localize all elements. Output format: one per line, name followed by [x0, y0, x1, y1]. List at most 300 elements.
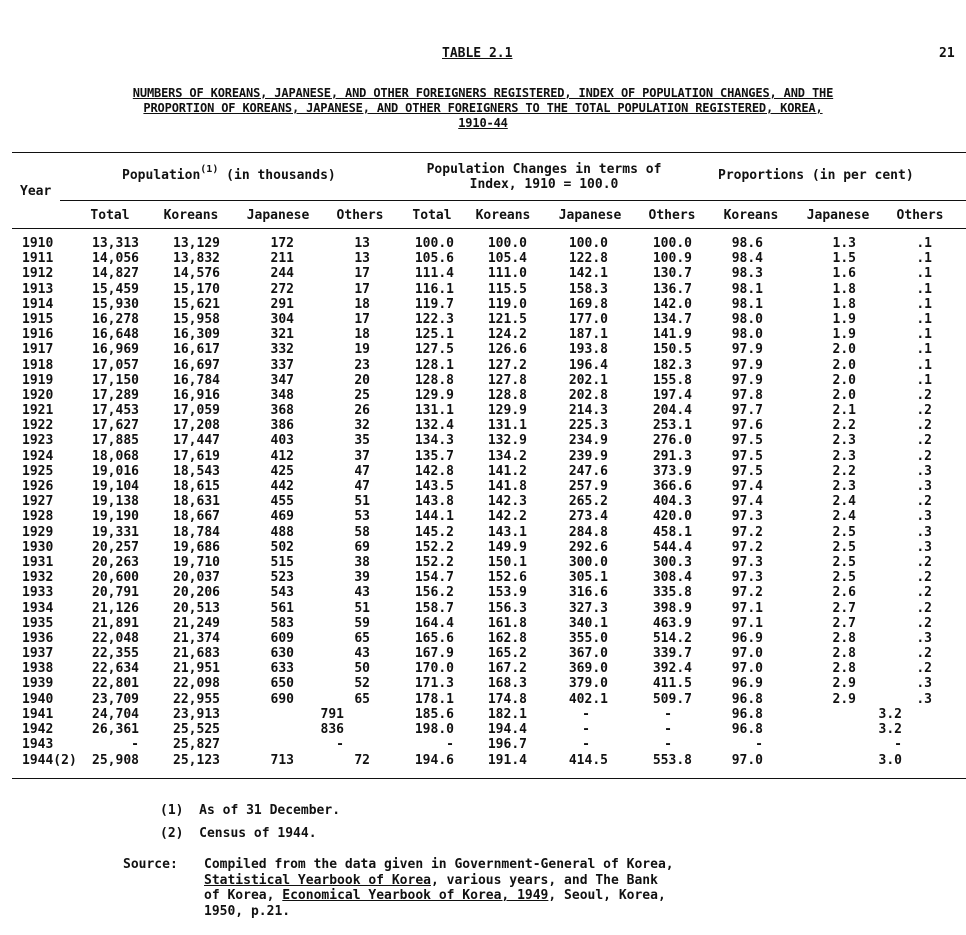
cell-year: 1930 [22, 539, 54, 555]
cell-idx-koreans: 161.8 [487, 615, 527, 631]
cell-idx-total: 143.5 [414, 479, 454, 494]
table-row [0, 358, 966, 373]
cell-idx-koreans: 194.4 [487, 722, 527, 737]
cell-prop-japanese: 2.2 [832, 418, 856, 434]
cell-year: 1912 [22, 266, 54, 282]
cell-prop-japanese: 1.8 [832, 281, 856, 297]
cell-pop-japanese: 583 [270, 615, 294, 631]
cell-idx-japanese: - [582, 737, 590, 753]
cell-year: 1923 [22, 433, 54, 449]
cell-prop-others: .1 [916, 281, 932, 297]
cell-pop-others: 59 [354, 615, 370, 631]
cell-idx-japanese: 234.9 [568, 433, 608, 449]
cell-pop-others: 58 [354, 524, 370, 540]
col-header-idx-total: Total [412, 208, 452, 223]
cell-pop-others: 38 [354, 554, 370, 570]
cell-prop-others: .3 [916, 509, 932, 525]
cell-pop-total: 21,891 [92, 615, 139, 631]
cell-idx-japanese: 193.8 [568, 342, 608, 358]
cell-prop-japanese: 2.1 [832, 403, 856, 419]
cell-idx-others: - [664, 722, 672, 737]
cell-idx-others: - [664, 706, 672, 722]
cell-idx-koreans: 174.8 [487, 691, 527, 707]
cell-pop-others: 69 [354, 539, 370, 555]
cell-idx-koreans: 124.2 [487, 327, 527, 343]
cell-pop-others: 13 [354, 236, 370, 251]
cell-prop-others: .2 [916, 600, 932, 616]
cell-pop-japanese: 332 [270, 342, 294, 358]
table-row [0, 266, 966, 281]
cell-pop-total: 17,627 [92, 418, 139, 434]
cell-prop-koreans: 98.0 [731, 327, 763, 343]
cell-idx-others: 150.5 [652, 342, 692, 358]
cell-idx-total: 143.8 [414, 494, 454, 510]
cell-idx-others: 300.3 [652, 554, 692, 570]
cell-idx-koreans: 196.7 [487, 737, 527, 753]
cell-pop-others: 53 [354, 509, 370, 525]
cell-pop-koreans: 19,686 [173, 539, 220, 555]
cell-year: 1941 [22, 706, 54, 722]
cell-idx-koreans: 111.0 [487, 266, 527, 282]
cell-pop-koreans: 25,123 [173, 753, 220, 769]
cell-pop-koreans: 20,037 [173, 570, 220, 586]
cell-idx-japanese: 369.0 [568, 661, 608, 677]
cell-idx-others: 130.7 [652, 266, 692, 282]
cell-year: 1916 [22, 327, 54, 343]
cell-prop-japanese: 2.3 [832, 479, 856, 494]
table-row [0, 403, 966, 418]
cell-pop-japanese: 272 [270, 281, 294, 297]
cell-prop-others: .3 [916, 539, 932, 555]
cell-idx-koreans: 127.2 [487, 357, 527, 373]
cell-prop-japanese: 1.9 [832, 327, 856, 343]
cell-pop-total: 15,930 [92, 296, 139, 312]
cell-pop-others: 43 [354, 585, 370, 601]
source-text: Compiled from the data given in Government-General of Korea, Statistical Yearbook of Korea, various years, and The Bank of Korea, Economical Yearbook of Korea, 1949, Seoul, Korea, 1950, p.21. [204, 857, 674, 919]
cell-idx-koreans: 168.3 [487, 676, 527, 692]
cell-prop-others: .2 [916, 494, 932, 510]
cell-idx-others: 458.1 [652, 524, 692, 540]
cell-pop-koreans: 18,667 [173, 509, 220, 525]
cell-pop-total: 19,104 [92, 479, 139, 494]
cell-prop-others: .1 [916, 372, 932, 388]
cell-idx-japanese: 305.1 [568, 570, 608, 586]
cell-pop-koreans: 19,710 [173, 554, 220, 570]
cell-pop-japanese: 172 [270, 236, 294, 251]
cell-prop-japanese: 2.0 [832, 387, 856, 403]
cell-idx-others: 182.3 [652, 357, 692, 373]
cell-pop-others: 39 [354, 570, 370, 586]
cell-idx-japanese: 355.0 [568, 630, 608, 646]
cell-idx-koreans: 156.3 [487, 600, 527, 616]
cell-prop-koreans: 97.0 [731, 646, 763, 662]
cell-idx-total: 185.6 [414, 706, 454, 722]
cell-prop-japanese: 2.5 [832, 554, 856, 570]
cell-idx-total: 144.1 [414, 509, 454, 525]
cell-idx-japanese: 247.6 [568, 463, 608, 479]
cell-idx-total: 167.9 [414, 646, 454, 662]
cell-pop-japanese: 386 [270, 418, 294, 434]
cell-pop-total: 24,704 [92, 706, 139, 722]
cell-year: 1922 [22, 418, 54, 434]
cell-pop-koreans: 21,951 [173, 661, 220, 677]
cell-pop-total: 22,634 [92, 661, 139, 677]
cell-prop-others: .3 [916, 479, 932, 494]
cell-pop-japanese: 543 [270, 585, 294, 601]
cell-prop-koreans: 96.8 [731, 691, 763, 707]
cell-year: 1940 [22, 691, 54, 707]
cell-pop-koreans: 17,619 [173, 448, 220, 464]
cell-pop-others: 18 [354, 296, 370, 312]
cell-prop-koreans: 98.6 [731, 236, 763, 251]
cell-year: 1913 [22, 281, 54, 297]
cell-prop-japanese-others: 3.2 [878, 722, 902, 737]
cell-idx-others: 308.4 [652, 570, 692, 586]
cell-pop-koreans: 25,827 [173, 737, 220, 753]
cell-pop-koreans: 17,447 [173, 433, 220, 449]
cell-idx-total: 135.7 [414, 448, 454, 464]
cell-idx-koreans: 141.8 [487, 479, 527, 494]
cell-pop-total: 13,313 [92, 236, 139, 251]
cell-prop-koreans: 97.3 [731, 570, 763, 586]
cell-idx-koreans: 165.2 [487, 646, 527, 662]
table-row [0, 753, 966, 768]
cell-idx-total: 105.6 [414, 251, 454, 267]
cell-idx-total: 127.5 [414, 342, 454, 358]
table-title-line-1: NUMBERS OF KOREANS, JAPANESE, AND OTHER FOREIGNERS REGISTERED, INDEX OF POPULATION CHANGES, AND THE [132, 86, 834, 100]
cell-idx-others: 100.0 [652, 236, 692, 251]
table-row [0, 388, 966, 403]
cell-pop-japanese: 515 [270, 554, 294, 570]
source-title-statistical-yearbook: Statistical Yearbook of Korea [204, 872, 431, 888]
cell-prop-japanese-others: 3.2 [878, 706, 902, 722]
cell-idx-japanese: 225.3 [568, 418, 608, 434]
cell-idx-others: 411.5 [652, 676, 692, 692]
cell-idx-koreans: 119.0 [487, 296, 527, 312]
cell-pop-total: 20,263 [92, 554, 139, 570]
cell-idx-koreans: 182.1 [487, 706, 527, 722]
cell-prop-japanese: 2.0 [832, 357, 856, 373]
cell-idx-others: 100.9 [652, 251, 692, 267]
cell-prop-others: .3 [916, 630, 932, 646]
cell-prop-others: .3 [916, 524, 932, 540]
cell-idx-others: 553.8 [652, 753, 692, 769]
cell-prop-japanese: 2.8 [832, 661, 856, 677]
cell-year: 1918 [22, 357, 54, 373]
cell-prop-koreans: 98.1 [731, 296, 763, 312]
cell-year: 1910 [22, 236, 54, 251]
cell-pop-total: 16,278 [92, 311, 139, 327]
cell-pop-japanese: 630 [270, 646, 294, 662]
cell-prop-koreans: 97.5 [731, 433, 763, 449]
col-header-prop-koreans: Koreans [723, 208, 779, 223]
cell-pop-japanese-others: 836 [320, 722, 344, 737]
table-row [0, 601, 966, 616]
cell-prop-koreans: 96.9 [731, 630, 763, 646]
cell-prop-others: .1 [916, 251, 932, 267]
cell-idx-others: 155.8 [652, 372, 692, 388]
table-row [0, 464, 966, 479]
cell-pop-others: 17 [354, 266, 370, 282]
table-row [0, 327, 966, 342]
cell-prop-others: .1 [916, 311, 932, 327]
cell-idx-koreans: 131.1 [487, 418, 527, 434]
cell-prop-koreans: 97.4 [731, 494, 763, 510]
cell-pop-others: 47 [354, 479, 370, 494]
cell-year: 1936 [22, 630, 54, 646]
table-row [0, 433, 966, 448]
cell-prop-others: 3.0 [878, 753, 902, 769]
cell-pop-koreans: 15,170 [173, 281, 220, 297]
cell-prop-japanese: 2.7 [832, 600, 856, 616]
cell-prop-others: .1 [916, 236, 932, 251]
cell-idx-total: 154.7 [414, 570, 454, 586]
col-header-idx-others: Others [648, 208, 696, 223]
cell-pop-japanese: 469 [270, 509, 294, 525]
cell-idx-japanese: 187.1 [568, 327, 608, 343]
cell-idx-others: 291.3 [652, 448, 692, 464]
cell-pop-japanese: 561 [270, 600, 294, 616]
table-row [0, 342, 966, 357]
cell-pop-japanese: 368 [270, 403, 294, 419]
proportion-group-header: Proportions (in per cent) [718, 168, 914, 183]
cell-year: 1943 [22, 737, 54, 753]
cell-prop-japanese: 2.4 [832, 509, 856, 525]
cell-pop-total: 22,801 [92, 676, 139, 692]
population-group-header: Population$^{(1)}$ (in thousands) [122, 164, 336, 183]
cell-year: 1944(2) [22, 753, 77, 769]
cell-pop-others: 19 [354, 342, 370, 358]
cell-idx-others: 398.9 [652, 600, 692, 616]
cell-idx-koreans: 142.2 [487, 509, 527, 525]
table-row [0, 661, 966, 676]
cell-prop-koreans: 97.5 [731, 448, 763, 464]
cell-idx-total: 170.0 [414, 661, 454, 677]
cell-pop-others: 51 [354, 600, 370, 616]
cell-prop-japanese: 2.3 [832, 448, 856, 464]
cell-idx-others: 509.7 [652, 691, 692, 707]
cell-pop-koreans: 18,615 [173, 479, 220, 494]
cell-year: 1917 [22, 342, 54, 358]
cell-prop-others: .1 [916, 357, 932, 373]
table-bottom-rule [12, 778, 966, 779]
table-row [0, 692, 966, 707]
cell-idx-japanese: 202.8 [568, 387, 608, 403]
cell-prop-koreans: 97.0 [731, 753, 763, 769]
cell-year: 1928 [22, 509, 54, 525]
cell-pop-others: 65 [354, 630, 370, 646]
cell-idx-others: 514.2 [652, 630, 692, 646]
cell-idx-koreans: 134.2 [487, 448, 527, 464]
col-header-idx-koreans: Koreans [475, 208, 531, 223]
cell-pop-total: 16,969 [92, 342, 139, 358]
cell-idx-others: 463.9 [652, 615, 692, 631]
cell-prop-koreans: 97.9 [731, 342, 763, 358]
cell-idx-others: 204.4 [652, 403, 692, 419]
cell-pop-total: 19,190 [92, 509, 139, 525]
cell-pop-japanese: 347 [270, 372, 294, 388]
cell-prop-koreans: 96.9 [731, 676, 763, 692]
cell-idx-total: 152.2 [414, 539, 454, 555]
cell-prop-others: .1 [916, 342, 932, 358]
cell-pop-japanese: 244 [270, 266, 294, 282]
cell-pop-koreans: 14,576 [173, 266, 220, 282]
cell-prop-japanese: 2.9 [832, 676, 856, 692]
cell-idx-total: 164.4 [414, 615, 454, 631]
table-title-line-3: 1910-44 [458, 116, 508, 130]
cell-idx-total: 134.3 [414, 433, 454, 449]
cell-idx-total: 178.1 [414, 691, 454, 707]
cell-idx-koreans: 105.4 [487, 251, 527, 267]
table-row [0, 707, 966, 722]
cell-pop-japanese: 609 [270, 630, 294, 646]
cell-prop-koreans: 97.6 [731, 418, 763, 434]
cell-idx-total: 100.0 [414, 236, 454, 251]
cell-pop-total: 14,827 [92, 266, 139, 282]
cell-year: 1926 [22, 479, 54, 494]
cell-idx-japanese: 122.8 [568, 251, 608, 267]
cell-idx-japanese: 340.1 [568, 615, 608, 631]
cell-idx-koreans: 128.8 [487, 387, 527, 403]
cell-idx-koreans: 100.0 [487, 236, 527, 251]
cell-idx-koreans: 127.8 [487, 372, 527, 388]
cell-prop-others: .2 [916, 448, 932, 464]
cell-idx-koreans: 141.2 [487, 463, 527, 479]
col-header-idx-japanese: Japanese [558, 208, 622, 223]
cell-idx-total: 129.9 [414, 387, 454, 403]
cell-pop-koreans: 20,206 [173, 585, 220, 601]
table-title-line-2: PROPORTION OF KOREANS, JAPANESE, AND OTHER FOREIGNERS TO THE TOTAL POPULATION REGISTERED, KOREA, [143, 101, 823, 115]
cell-prop-others: .1 [916, 296, 932, 312]
table-row [0, 449, 966, 464]
table-row [0, 631, 966, 646]
cell-idx-koreans: 191.4 [487, 753, 527, 769]
cell-idx-total: 145.2 [414, 524, 454, 540]
cell-pop-japanese: 348 [270, 387, 294, 403]
cell-idx-koreans: 162.8 [487, 630, 527, 646]
cell-idx-total: 122.3 [414, 311, 454, 327]
cell-idx-japanese: 300.0 [568, 554, 608, 570]
cell-prop-koreans: 97.2 [731, 524, 763, 540]
cell-idx-others: 392.4 [652, 661, 692, 677]
cell-pop-others: 17 [354, 281, 370, 297]
cell-prop-japanese: 1.3 [832, 236, 856, 251]
cell-prop-others: .2 [916, 646, 932, 662]
cell-year: 1939 [22, 676, 54, 692]
cell-pop-japanese: 412 [270, 448, 294, 464]
cell-pop-koreans: 21,374 [173, 630, 220, 646]
table-row [0, 540, 966, 555]
cell-pop-koreans: 16,697 [173, 357, 220, 373]
table-row [0, 616, 966, 631]
cell-pop-japanese: 713 [270, 753, 294, 769]
cell-pop-koreans: 18,784 [173, 524, 220, 540]
cell-prop-others: .3 [916, 691, 932, 707]
cell-pop-japanese: 291 [270, 296, 294, 312]
cell-pop-total: 21,126 [92, 600, 139, 616]
table-row [0, 646, 966, 661]
col-header-prop-others: Others [896, 208, 944, 223]
cell-prop-japanese: 2.4 [832, 494, 856, 510]
cell-idx-japanese: 316.6 [568, 585, 608, 601]
cell-pop-koreans: 20,513 [173, 600, 220, 616]
cell-pop-others: 51 [354, 494, 370, 510]
cell-prop-koreans: 98.1 [731, 281, 763, 297]
cell-idx-total: 194.6 [414, 753, 454, 769]
cell-idx-others: 335.8 [652, 585, 692, 601]
table-body [0, 236, 966, 769]
col-header-pop-koreans: Koreans [163, 208, 219, 223]
cell-idx-others: 276.0 [652, 433, 692, 449]
cell-prop-koreans: 97.8 [731, 387, 763, 403]
cell-idx-japanese: 177.0 [568, 311, 608, 327]
cell-prop-koreans: 97.1 [731, 615, 763, 631]
cell-idx-japanese: 257.9 [568, 479, 608, 494]
cell-year: 1924 [22, 448, 54, 464]
cell-idx-japanese: - [582, 722, 590, 737]
cell-pop-japanese: 633 [270, 661, 294, 677]
cell-idx-japanese: 284.8 [568, 524, 608, 540]
cell-year: 1914 [22, 296, 54, 312]
table-label: TABLE 2.1 [442, 46, 513, 61]
cell-pop-others: 32 [354, 418, 370, 434]
cell-idx-koreans: 142.3 [487, 494, 527, 510]
cell-prop-japanese: 2.8 [832, 646, 856, 662]
footnote-2: (2) Census of 1944. [160, 826, 317, 841]
cell-prop-japanese: 1.5 [832, 251, 856, 267]
cell-pop-koreans: 21,249 [173, 615, 220, 631]
cell-prop-koreans: 97.4 [731, 479, 763, 494]
cell-pop-others: 47 [354, 463, 370, 479]
cell-pop-koreans: 22,955 [173, 691, 220, 707]
cell-prop-koreans: 97.1 [731, 600, 763, 616]
cell-idx-total: 116.1 [414, 281, 454, 297]
cell-pop-koreans: 13,832 [173, 251, 220, 267]
cell-prop-koreans: 98.4 [731, 251, 763, 267]
cell-idx-others: 404.3 [652, 494, 692, 510]
header-bottom-rule [12, 228, 966, 229]
cell-prop-japanese: 2.0 [832, 372, 856, 388]
cell-year: 1921 [22, 403, 54, 419]
cell-idx-total: 171.3 [414, 676, 454, 692]
col-header-prop-japanese: Japanese [806, 208, 870, 223]
cell-prop-others: .3 [916, 463, 932, 479]
cell-pop-koreans: 17,208 [173, 418, 220, 434]
cell-idx-koreans: 129.9 [487, 403, 527, 419]
cell-pop-total: 17,150 [92, 372, 139, 388]
cell-prop-koreans: 97.5 [731, 463, 763, 479]
cell-idx-total: 111.4 [414, 266, 454, 282]
table-row [0, 418, 966, 433]
footnote-1: (1) As of 31 December. [160, 803, 341, 818]
cell-prop-koreans: 96.8 [731, 706, 763, 722]
cell-idx-total: - [446, 737, 454, 753]
cell-pop-koreans: 17,059 [173, 403, 220, 419]
cell-idx-others: 134.7 [652, 311, 692, 327]
cell-pop-japanese: 337 [270, 357, 294, 373]
cell-pop-total: 19,138 [92, 494, 139, 510]
table-row [0, 236, 966, 251]
cell-idx-total: 128.8 [414, 372, 454, 388]
cell-year: 1935 [22, 615, 54, 631]
cell-idx-total: 131.1 [414, 403, 454, 419]
cell-prop-koreans: 97.2 [731, 539, 763, 555]
cell-prop-koreans: 97.2 [731, 585, 763, 601]
index-group-header: Population Changes in terms of Index, 1910 = 100.0 [426, 162, 662, 192]
cell-pop-total: - [131, 737, 139, 753]
cell-pop-koreans: 16,916 [173, 387, 220, 403]
cell-pop-japanese: 523 [270, 570, 294, 586]
